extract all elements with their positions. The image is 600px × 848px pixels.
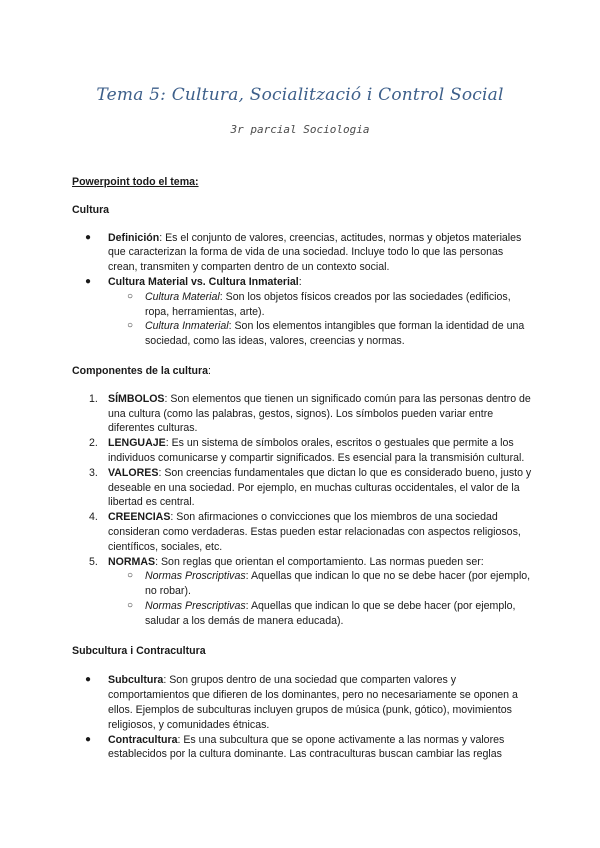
- cultura-inmaterial-text: : Son los elementos intangibles que forman la identidad de una sociedad, como las ideas, valores, creencias y normas.: [145, 320, 525, 348]
- cultura-list: [72, 231, 532, 349]
- cultura-inmaterial-term: Cultura Inmaterial: [145, 320, 229, 333]
- material-sublist: [72, 290, 532, 349]
- item-number: 4.: [89, 511, 98, 524]
- list-item: [72, 319, 532, 349]
- list-item: [72, 275, 532, 349]
- item-number: 5.: [89, 555, 98, 568]
- list-item: [72, 733, 532, 763]
- normas-sublist: [72, 569, 532, 628]
- subcultura-heading: Subcultura i Contracultura: [72, 644, 206, 657]
- normas-prescriptivas-text: : Aquellas que indican lo que se debe hacer (por ejemplo, saludar a los demás de manera educada).: [145, 599, 516, 627]
- definicion-text: : Es el conjunto de valores, creencias, actitudes, normas y objetos materiales que caracterizan la forma de vida de una sociedad. Incluye todo lo que las personas crean, transmiten y comparten dentro de un contexto social.: [108, 231, 522, 274]
- componentes-heading: [72, 364, 532, 379]
- list-item: [72, 510, 532, 554]
- creencias-text: : Son afirmaciones o convicciones que los miembros de una sociedad consideran como verdaderas. Estas pueden estar relacionadas con aspectos religiosos, científicos, sociales, etc.: [108, 511, 521, 553]
- item-number: 2.: [89, 437, 98, 450]
- simbolos-text: : Son elementos que tienen un significado común para las personas dentro de una cultura (como las palabras, gestos, signos). Los símbolos pueden variar entre diferentes culturas.: [108, 392, 531, 435]
- list-item: [72, 392, 532, 436]
- document-body: [72, 175, 532, 762]
- list-item: [72, 599, 532, 629]
- componentes-heading-text: Componentes de la cultura: [72, 364, 208, 377]
- item-number: 1.: [89, 392, 98, 405]
- lenguaje-text: : Es un sistema de símbolos orales, escritos o gestuales que permite a los individuos comunicarse y compartir significados. Es esencial para la transmisión cultural.: [108, 437, 525, 464]
- powerpoint-heading: Powerpoint todo el tema:: [72, 176, 199, 188]
- list-item: [72, 290, 532, 320]
- normas-proscriptivas-term: Normas Proscriptivas: [145, 570, 246, 583]
- definicion-term: Definición: [108, 231, 160, 244]
- cultura-material-text: : Son los objetos físicos creados por las sociedades (edificios, ropa, herramientas, arte).: [145, 290, 511, 318]
- list-item: [72, 555, 532, 629]
- contracultura-term: Contracultura: [108, 733, 178, 746]
- list-item: [72, 436, 532, 466]
- lenguaje-term: LENGUAJE: [108, 437, 166, 450]
- componentes-list: [72, 392, 532, 629]
- valores-term: VALORES: [108, 466, 159, 479]
- item-number: 3.: [89, 466, 98, 479]
- normas-proscriptivas-text: : Aquellas que indican lo que no se debe hacer (por ejemplo, no robar).: [145, 570, 531, 598]
- contracultura-text: : Es una subcultura que se opone activamente a las normas y valores establecidos por la cultura dominante. Las contraculturas buscan cambiar las reglas: [108, 733, 505, 761]
- subcultura-text: : Son grupos dentro de una sociedad que comparten valores y comportamientos que difieren de los dominantes, pero no necesariamente se oponen a ellos. Ejemplos de subculturas incluyen grupos de música (punk, gótico), movimientos religiosos, y comunidades étnicas.: [108, 674, 518, 731]
- valores-text: : Son creencias fundamentales que dictan lo que es considerado bueno, justo y deseable en una sociedad. Por ejemplo, en muchas culturas occidentales, el valor de la libertad es central.: [108, 466, 532, 509]
- cultura-heading: Cultura: [72, 203, 110, 216]
- normas-text: : Son reglas que orientan el comportamiento. Las normas pueden ser:: [155, 555, 484, 568]
- material-vs-inmaterial-term: Cultura Material vs. Cultura Inmaterial: [108, 275, 299, 288]
- componentes-heading-colon: :: [207, 364, 211, 377]
- document-title: Tema 5: Cultura, Socialització i Control Social: [96, 85, 504, 105]
- simbolos-term: SÍMBOLOS: [108, 392, 165, 405]
- cultura-material-term: Cultura Material: [145, 290, 220, 303]
- list-item: [72, 231, 532, 275]
- list-item: [72, 466, 532, 510]
- material-vs-inmaterial-colon: :: [298, 275, 302, 288]
- list-item: [72, 569, 532, 599]
- subcultura-term: Subcultura: [108, 674, 164, 687]
- creencias-term: CREENCIAS: [108, 511, 171, 524]
- document-subtitle: 3r parcial Sociologia: [230, 123, 370, 136]
- subcultura-list: [72, 673, 532, 762]
- normas-term: NORMAS: [108, 555, 156, 568]
- normas-prescriptivas-term: Normas Prescriptivas: [145, 599, 246, 612]
- list-item: [72, 673, 532, 732]
